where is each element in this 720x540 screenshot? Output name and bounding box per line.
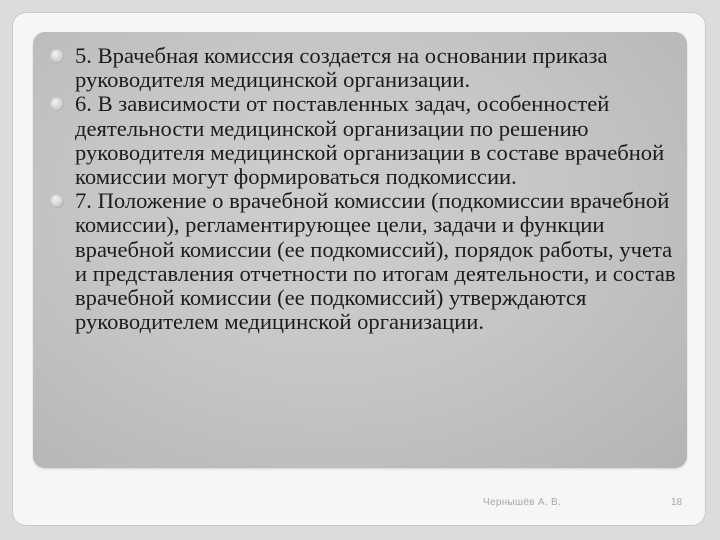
- bullet-circle-icon: [50, 49, 64, 63]
- bullet-item-7: [50, 189, 680, 334]
- bullet-item-5: [50, 44, 680, 92]
- bullet-circle-icon: [50, 97, 64, 111]
- footer-author: Чернышёв А. В.: [483, 497, 562, 508]
- bullet-text: 7. Положение о врачебной комиссии (подкомиссии врачебной комиссии), регламентирующее цели, задачи и функции врачебной комиссии (ее подкомиссий), порядок работы, учета и представления отчетности по итогам деятельности, и состав врачебной комиссии (ее подкомиссий) утверждаются руководителем медицинской организации.: [75, 188, 676, 335]
- bullet-text: 5. Врачебная комиссия создается на основании приказа руководителя медицинской организации.: [75, 43, 608, 93]
- bullet-list: [50, 44, 680, 334]
- bullet-item-6: [50, 92, 680, 189]
- slide-number: 18: [671, 497, 683, 508]
- bullet-circle-icon: [50, 194, 64, 208]
- bullet-text: 6. В зависимости от поставленных задач, особенностей деятельности медицинской организации по решению руководителя медицинской организации в составе врачебной комиссии могут формироваться подкомиссии.: [75, 91, 665, 190]
